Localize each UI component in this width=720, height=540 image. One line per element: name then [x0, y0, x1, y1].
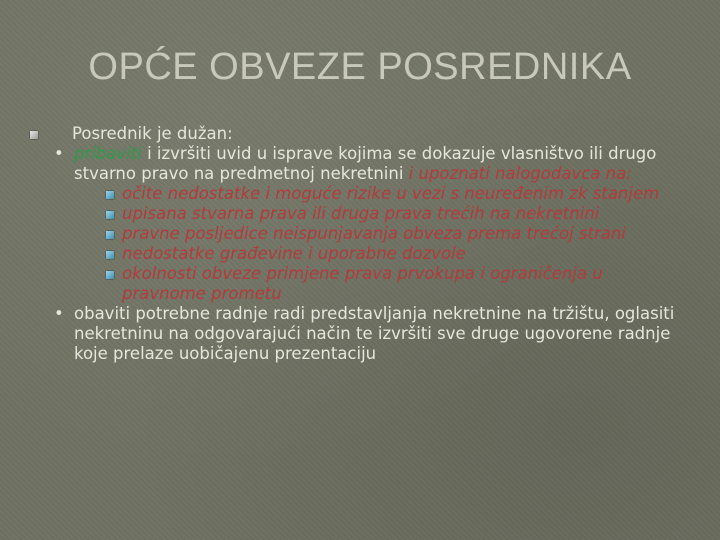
- square-bullet-icon: [30, 131, 38, 139]
- subitem-text: upisana stvarna prava ili druga prava trećih na nekretnini: [122, 204, 600, 223]
- slide-title: OPĆE OBVEZE POSREDNIKA: [88, 46, 632, 88]
- subitem: [92, 224, 690, 244]
- slide-content: [30, 124, 690, 364]
- subitem: [92, 264, 690, 304]
- blue-square-bullet-icon: [106, 251, 114, 259]
- intro-text: Posrednik je dužan:: [72, 124, 233, 143]
- point-2: [42, 304, 690, 364]
- intro-item: [30, 124, 690, 144]
- point-1-italic-tail: i upoznati nalogodavca na:: [408, 164, 632, 183]
- dot-bullet-icon: •: [54, 304, 64, 323]
- blue-square-bullet-icon: [106, 271, 114, 279]
- subitem-text: okolnosti obveze primjene prava prvokupa i ograničenja u pravnome prometu: [122, 264, 603, 303]
- point-1-highlight: pribaviti: [74, 144, 142, 163]
- subitem-text: očite nedostatke i moguće rizike u vezi s neuređenim zk stanjem: [122, 184, 660, 203]
- subitem-text: nedostatke građevine i uporabne dozvole: [122, 244, 466, 263]
- point-1: [42, 144, 690, 184]
- blue-square-bullet-icon: [106, 211, 114, 219]
- subitem-text: pravne posljedice neispunjavanja obveza prema trećoj strani: [122, 224, 626, 243]
- blue-square-bullet-icon: [106, 191, 114, 199]
- point-1-text: i izvršiti uvid u isprave kojima se dokazuje vlasništvo ili drugo stvarno pravo na predmetnoj nekretnini: [74, 144, 657, 183]
- subitem: [92, 184, 690, 204]
- dot-bullet-icon: •: [54, 144, 64, 163]
- blue-square-bullet-icon: [106, 231, 114, 239]
- point-2-text: obaviti potrebne radnje radi predstavljanja nekretnine na tržištu, oglasiti nekretninu na odgovarajući način te izvršiti sve druge ugovorene radnje koje prelaze uobičajenu prezentaciju: [74, 304, 675, 363]
- subitem: [92, 244, 690, 264]
- subitem: [92, 204, 690, 224]
